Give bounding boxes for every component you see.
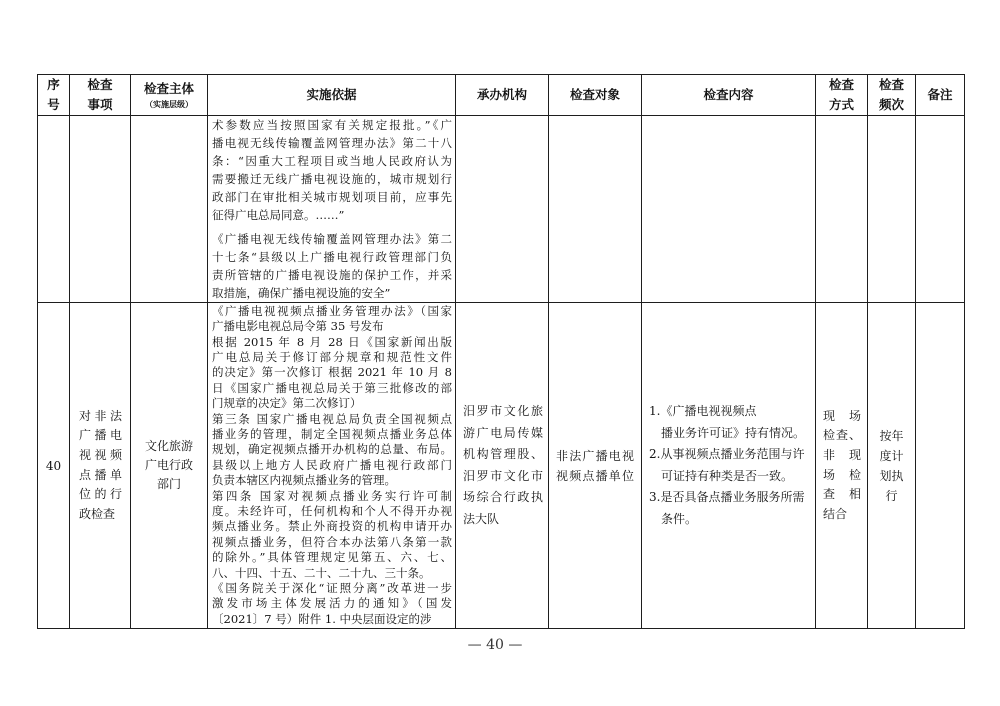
text-line: 条件。 [661,511,698,526]
header-target [549,75,642,116]
text-line: 检查、 [823,428,861,443]
text-line: 十七条“县级以上广播电视行政管理部门负 [212,250,452,264]
text-line: 根据 2015 年 8 月 28 日《国家新闻出版 [212,334,452,349]
text-line: 需要搬迁无线广播电视设施的，城市规划行 [212,172,452,186]
text-line: 非现 [823,447,861,462]
text-line: 游广电局传媒 [463,425,543,440]
header-subject-label: 检查主体 [143,81,194,96]
cell-agency [456,116,549,303]
text-line: 广电行政 [144,458,193,472]
content-list-item [649,444,811,487]
text-line: 文化旅游 [144,439,193,453]
text-line: 《国务院关于深化“证照分离”改革进一步 [212,581,452,596]
cell-basis [208,116,456,303]
cell-remarks [916,116,965,303]
text-line: 广播电 [79,428,122,443]
text-line: 政检查 [79,506,116,521]
table-row [38,116,965,303]
cell-item [70,116,131,303]
text-line: 场综合行政执 [463,490,543,504]
text-line: 广播电影电视总局令第 35 号发布 [212,319,384,334]
basis-paragraph [212,230,452,302]
text-line: 视视频 [79,447,122,462]
text-line: 八、十四、十五、二十、二十九、三十条。 [212,565,431,580]
table-header-row [38,75,965,116]
text-line: 视频点播单位 [556,468,634,483]
basis-text [208,304,455,628]
text-line: 负责本辖区内视频点播业务的管理。 [212,473,396,488]
text-line: 视频点播业务，但符合本办法第八条第一款 [212,534,452,549]
text-line: 检查 [87,77,113,92]
header-seq-label [38,75,69,115]
text-line: 按年 [879,428,904,443]
method-text [816,407,867,525]
cell-target [549,116,642,303]
text-line: 《广播电视无线传输覆盖网管理办法》第二 [212,232,452,246]
header-remarks [916,75,965,116]
header-agency [456,75,549,116]
text-line: 法大队 [463,511,500,526]
header-frequency [868,75,916,116]
content-list-item [649,487,811,530]
cell-subject [131,303,208,629]
text-line: 门规章的决定》第二次修订） [212,396,362,411]
cell-frequency [868,303,916,629]
table-row [38,303,965,629]
agency-text [456,401,548,530]
text-line: 方式 [828,97,854,112]
text-line: 1.《广播电视视频点 [649,404,757,418]
cell-basis [208,303,456,629]
header-item [70,75,131,116]
text-line: 激发市场主体发展活力的通知》（国发 [212,596,452,611]
cell-agency [456,303,549,629]
basis-paragraph [212,489,452,581]
text-line: 结合 [823,506,848,521]
text-line: 第三条 国家广播电视总局负责全国视频点 [212,411,452,426]
text-line: 频点播业务。禁止外商投资的机构申请开办 [212,519,452,534]
text-line: 规划，确定视频点播开办机构的总量、布局。 [212,442,452,457]
text-line: 播业务的管理，制定全国视频点播业务总体 [212,426,452,441]
inspection-table [37,74,965,629]
text-line: 责所管辖的广播电视设施的保护工作，并采 [212,268,452,282]
text-line: 位的行 [79,487,122,502]
content-list [642,401,815,530]
header-basis [208,75,456,116]
cell-content [642,116,816,303]
basis-text [208,116,455,302]
table-body [38,116,965,629]
text-line: 条：“因重大工程项目或当地人民政府认为 [212,154,452,168]
text-line: 政部门在审批相关城市规划项目前，应事先 [212,190,452,204]
text-line: 〔2021〕7 号）附件 1. 中央层面设定的涉 [212,611,432,626]
text-line: 度计 [879,448,904,463]
cell-subject [131,116,208,303]
header-subject-level-note: （实施层级） [145,99,193,109]
text-line: 检查 [828,77,854,92]
text-line: 的决定》第一次修订 根据 2021 年 10 月 8 [212,365,452,380]
header-item-label [70,75,130,115]
text-line: 播电视无线传输覆盖网管理办法》第二十八 [212,136,452,150]
table-header [38,75,965,116]
basis-paragraph [212,581,452,627]
header-content-label: 检查内容 [703,87,754,102]
header-seq [38,75,70,116]
page-number: — 40 — [467,637,523,653]
cell-seq [38,116,70,303]
cell-content [642,303,816,629]
text-line: 非法广播电视 [556,448,634,463]
text-line: 征得广电总局同意。……” [212,208,345,222]
header-method-label [816,75,867,115]
text-line: 日《国家广播电视总局关于第三批修改的部 [212,380,452,395]
header-remarks-label: 备注 [927,87,953,102]
text-line: 取措施，确保广播电视设施的安全” [212,286,391,300]
header-method [816,75,868,116]
basis-paragraph [212,412,452,489]
inspection-item-text [70,407,130,525]
cell-method [816,116,868,303]
text-line: 部门 [156,477,181,491]
cell-frequency [868,116,916,303]
text-line: 行 [885,488,898,503]
text-line: 点播单 [79,467,122,482]
text-line: 广电总局关于修订部分规章和规范性文件 [212,349,452,364]
text-line: 场检 [823,467,861,482]
cell-method [816,303,868,629]
text-line: 频次 [878,97,904,112]
text-line: 汨罗市文化市 [463,468,543,483]
text-line: 播业务许可证》持有情况。 [661,425,806,440]
frequency-text [868,426,915,506]
text-line: 对非法 [79,408,122,423]
subject-text [131,437,207,494]
text-line: 序 [47,77,60,92]
basis-paragraph [212,335,452,412]
text-line: 汨罗市文化旅 [463,404,543,418]
text-line: 查相 [823,487,861,502]
basis-paragraph [212,116,452,224]
seq-number: 40 [45,458,62,473]
text-line: 划执 [879,468,904,483]
text-line: 度。未经许可，任何机构和个人不得开办视 [212,504,452,519]
text-line: 的除外。”具体管理规定见第五、六、七、 [212,550,452,565]
text-line: 3.是否具备点播业务服务所需 [649,490,805,504]
cell-target [549,303,642,629]
text-line: 现场 [823,408,861,423]
text-line: 机构管理股、 [463,447,543,461]
header-subject [131,75,208,116]
target-text [549,446,641,486]
text-line: 检查 [878,77,904,92]
cell-item [70,303,131,629]
text-line: 县级以上地方人民政府广播电视行政部门 [212,457,452,472]
header-basis-label: 实施依据 [306,87,357,102]
text-line: 《广播电视视频点播业务管理办法》（国家 [212,303,452,318]
cell-seq [38,303,70,629]
text-line: 事项 [87,97,113,112]
header-content [642,75,816,116]
header-target-label: 检查对象 [569,87,620,102]
text-line: 可证持有种类是否一致。 [661,468,794,483]
text-line: 2.从事视频点播业务范围与许 [649,447,805,461]
text-line: 第四条 国家对视频点播业务实行许可制 [212,488,452,503]
header-frequency-label [868,75,915,115]
basis-paragraph [212,304,452,335]
text-line: 号 [47,97,60,112]
header-agency-label: 承办机构 [476,87,527,102]
cell-remarks [916,303,965,629]
text-line: 术参数应当按照国家有关规定报批。”《广 [212,118,452,132]
content-list-item [649,401,811,444]
